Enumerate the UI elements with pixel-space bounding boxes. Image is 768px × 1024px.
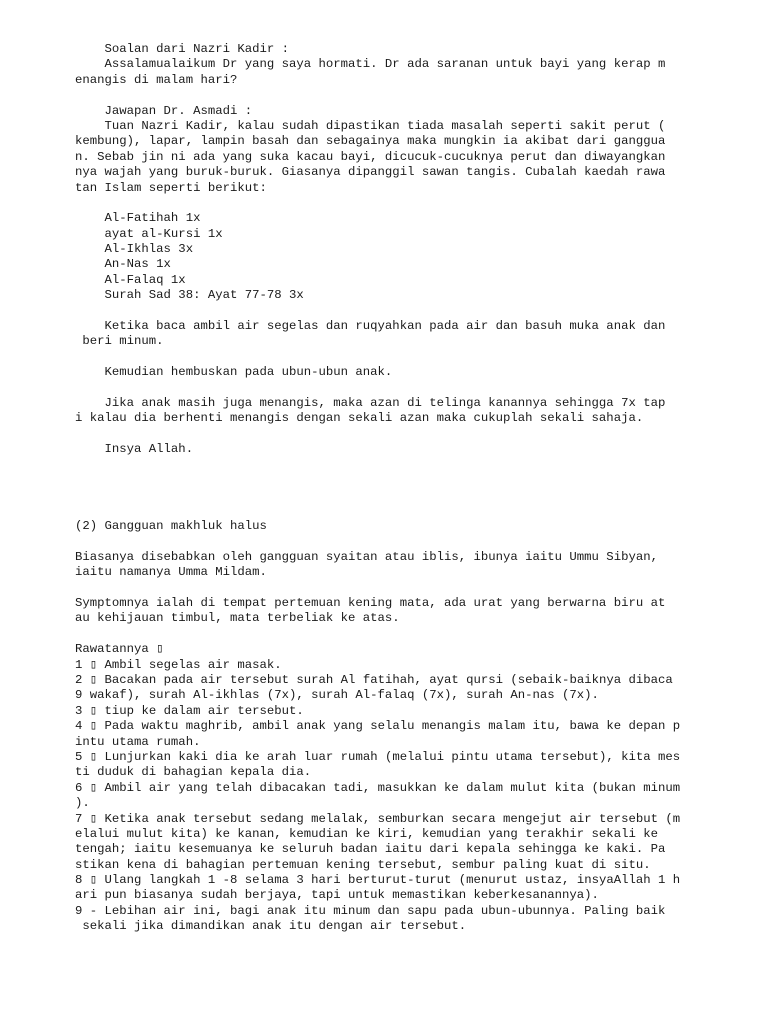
blank-line — [75, 581, 685, 596]
text-line: Insya Allah. — [75, 442, 194, 457]
text-line: (2) Gangguan makhluk halus — [75, 519, 267, 534]
document-text — [75, 42, 685, 935]
blank-line — [75, 504, 685, 519]
text-line: ti duduk di bahagian kepala dia. — [75, 765, 312, 780]
text-line: 8 ▯ Ulang langkah 1 -8 selama 3 hari berturut-turut (menurut ustaz, insyaAllah 1 h — [75, 873, 681, 888]
blank-line — [75, 488, 685, 503]
text-line: au kehijauan timbul, mata terbeliak ke atas. — [75, 611, 400, 626]
text-line: iaitu namanya Umma Mildam. — [75, 565, 267, 580]
text-line: Rawatannya ▯ — [75, 642, 164, 657]
text-line: 3 ▯ tiup ke dalam air tersebut. — [75, 703, 304, 718]
text-line: ). — [75, 796, 90, 811]
text-line: 5 ▯ Lunjurkan kaki dia ke arah luar rumah (melalui pintu utama tersebut), kita mes — [75, 749, 681, 764]
text-line: 1 ▯ Ambil segelas air masak. — [75, 657, 282, 672]
text-line: 2 ▯ Bacakan pada air tersebut surah Al fatihah, ayat qursi (sebaik-baiknya dibaca — [75, 673, 673, 688]
text-line: 6 ▯ Ambil air yang telah dibacakan tadi, masukkan ke dalam mulut kita (bukan minum — [75, 780, 681, 795]
text-line: Symptomnya ialah di tempat pertemuan kening mata, ada urat yang berwarna biru at — [75, 596, 666, 611]
text-line: nya wajah yang buruk-buruk. Giasanya dipanggil sawan tangis. Cubalah kaedah rawa — [75, 165, 666, 180]
blank-line — [75, 304, 685, 319]
text-line: Soalan dari Nazri Kadir : — [75, 42, 290, 56]
text-line: Biasanya disebabkan oleh gangguan syaitan atau iblis, ibunya iaitu Ummu Sibyan, — [75, 549, 658, 564]
blank-line — [75, 350, 685, 365]
text-line: i kalau dia berhenti menangis dengan sekali azan maka cukuplah sekali sahaja. — [75, 411, 644, 426]
text-line: enangis di malam hari? — [75, 72, 238, 87]
blank-line — [75, 458, 685, 473]
text-line: 4 ▯ Pada waktu maghrib, ambil anak yang selalu menangis malam itu, bawa ke depan p — [75, 719, 681, 734]
blank-line — [75, 88, 685, 103]
text-line: Ketika baca ambil air segelas dan ruqyahkan pada air dan basuh muka anak dan — [75, 319, 666, 334]
text-line: Surah Sad 38: Ayat 77-78 3x — [75, 288, 304, 303]
text-line: beri minum. — [75, 334, 164, 349]
blank-line — [75, 535, 685, 550]
text-line: tan Islam seperti berikut: — [75, 180, 267, 195]
text-line: n. Sebab jin ni ada yang suka kacau bayi, dicucuk-cucuknya perut dan diwayangkan — [75, 149, 666, 164]
text-line: ayat al-Kursi 1x — [75, 226, 223, 241]
text-line: ari pun biasanya sudah berjaya, tapi untuk memastikan keberkesanannya). — [75, 888, 599, 903]
text-line: Tuan Nazri Kadir, kalau sudah dipastikan tiada masalah seperti sakit perut ( — [75, 118, 666, 133]
text-line: Al-Ikhlas 3x — [75, 242, 194, 257]
blank-line — [75, 427, 685, 442]
text-line: Kemudian hembuskan pada ubun-ubun anak. — [75, 365, 393, 380]
blank-line — [75, 627, 685, 642]
text-line: kembung), lapar, lampin basah dan sebagainya maka mungkin ia akibat dari ganggua — [75, 134, 666, 149]
text-line: An-Nas 1x — [75, 257, 171, 272]
text-line: elalui mulut kita) ke kanan, kemudian ke kiri, kemudian yang terakhir sekali ke — [75, 826, 658, 841]
text-line: Assalamualaikum Dr yang saya hormati. Dr ada saranan untuk bayi yang kerap m — [75, 57, 666, 72]
blank-line — [75, 473, 685, 488]
text-line: Al-Falaq 1x — [75, 272, 186, 287]
text-line: Al-Fatihah 1x — [75, 211, 201, 226]
text-line: 9 wakaf), surah Al-ikhlas (7x), surah Al-falaq (7x), surah An-nas (7x). — [75, 688, 599, 703]
blank-line — [75, 196, 685, 211]
text-line: tengah; iaitu kesemuanya ke seluruh badan iaitu dari kepala sehingga ke kaki. Pa — [75, 842, 666, 857]
text-line: Jawapan Dr. Asmadi : — [75, 103, 253, 118]
text-line: stikan kena di bahagian pertemuan kening tersebut, sembur paling kuat di situ. — [75, 857, 651, 872]
text-line: 7 ▯ Ketika anak tersebut sedang melalak, semburkan secara mengejut air tersebut (m — [75, 811, 681, 826]
text-line: 9 - Lebihan air ini, bagi anak itu minum dan sapu pada ubun-ubunnya. Paling baik — [75, 903, 666, 918]
text-line: intu utama rumah. — [75, 734, 201, 749]
blank-line — [75, 381, 685, 396]
text-line: sekali jika dimandikan anak itu dengan air tersebut. — [75, 919, 467, 934]
text-line: Jika anak masih juga menangis, maka azan di telinga kanannya sehingga 7x tap — [75, 395, 666, 410]
